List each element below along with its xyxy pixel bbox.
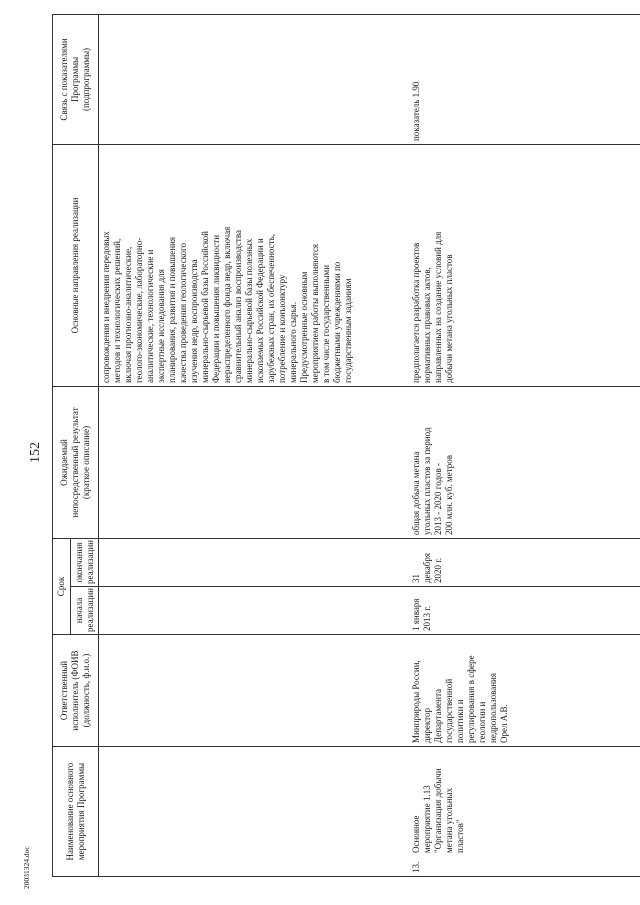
row-directions: предполагается разработка проектов нормативных правовых актов, направленных на создание условий для добычи метана угольных пластов	[409, 144, 640, 386]
header-row	[53, 14, 71, 876]
header-link: Связь с показателями Программы (подпрограммы)	[53, 14, 99, 144]
row-result: общая добыча метана угольных пластов за период 2013 - 2020 годов - 200 млн. куб. метров	[409, 386, 640, 538]
continuation-text: сопровождения и внедрения передовых методов и технологических решений, включая прогнозно-аналитические, геолого-экономические, лабораторно- аналитические, технологические и экспертные исследования для планирования, развития и повышения качества проведения геологического изучения недр, воспроизводства минерально-сырьевой базы Российской Федерации и повышения ликвидности нераспределенного фонда недр, включая сравнительный анализ воспроизводства минерально-сырьевой базы полезных ископаемых Российской Федерации и зарубежных стран, их обеспеченность, потребление и конъюнктуру минерального сырья. Предусмотренные основным мероприятием работы выполняются в том числе государственными бюджетными учреждениями по государственным заданиям	[99, 144, 409, 386]
table-row	[409, 14, 640, 876]
cont-cell-end	[99, 538, 409, 586]
page-number: 152	[28, 442, 43, 463]
header-term-end: окончания реализации	[71, 538, 99, 586]
cont-cell-start	[99, 587, 409, 635]
row-link: показатель 1.90	[409, 14, 640, 144]
cont-cell-link	[99, 14, 409, 144]
row-name: Основное мероприятие 1.13 "Организация добычи метана угольных пластов"	[410, 768, 465, 853]
cont-cell-responsible	[99, 635, 409, 747]
program-table	[52, 14, 640, 877]
header-result: Ожидаемый непосредственный результат (краткое описание)	[53, 386, 99, 538]
continuation-row	[99, 14, 409, 876]
row-start: 1 января 2013 г.	[409, 587, 640, 635]
header-directions: Основные направления реализации	[53, 144, 99, 386]
row-end: 31 декабря 2020 г.	[409, 538, 640, 586]
header-name: Наименование основного мероприятия Программы	[53, 747, 99, 877]
row-responsible: Минприроды России, директор Департамента государственной политики и регулирования в сфере геологии и недропользования Орел А.В.	[409, 635, 640, 747]
header-responsible: Ответственный исполнитель (ФОИВ (должность, ф.и.о.)	[53, 635, 99, 747]
row-number: 13.	[410, 861, 421, 873]
cont-cell-name	[99, 747, 409, 877]
footer-filename: 20031324.doc	[22, 846, 31, 889]
row-name-cell	[409, 747, 640, 877]
header-term: Срок	[53, 538, 71, 634]
header-term-start: начала реализации	[71, 587, 99, 635]
cont-cell-result	[99, 386, 409, 538]
